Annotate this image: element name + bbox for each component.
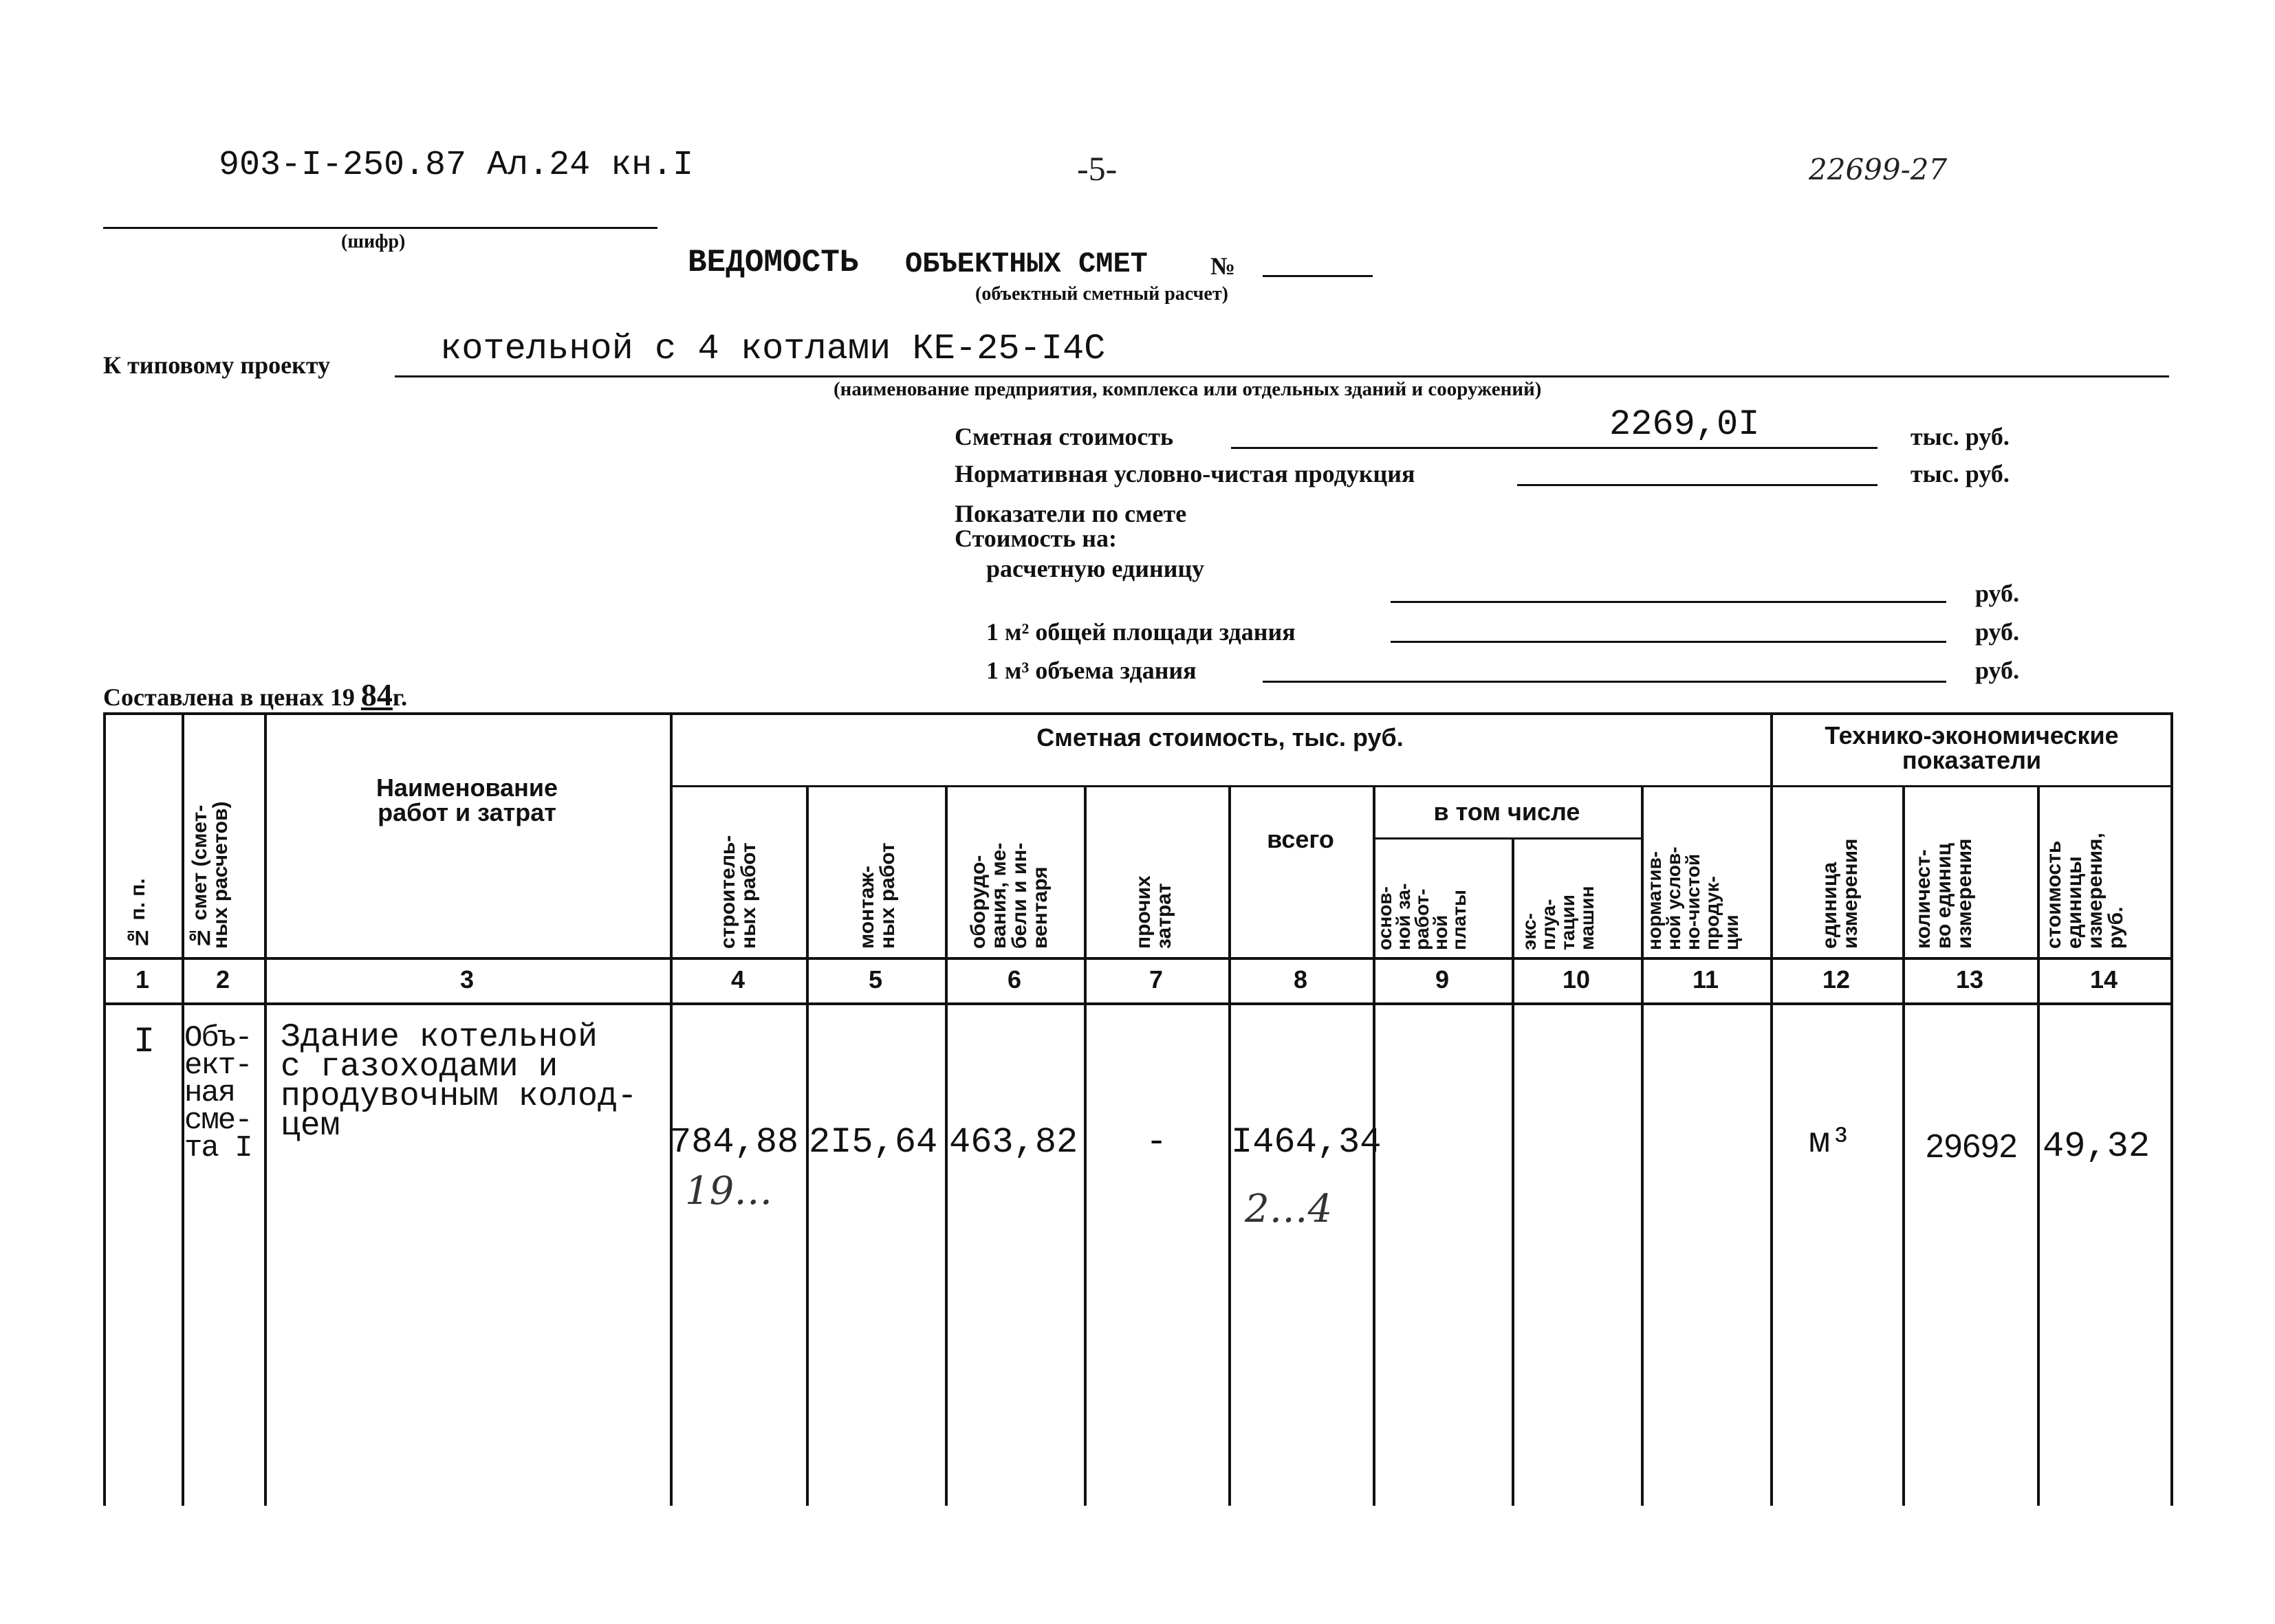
col-header-7: прочих затрат <box>1132 875 1175 949</box>
col-border-12 <box>1902 785 1905 1506</box>
col-border-13 <box>2037 785 2040 1506</box>
col-header-14: стоимость единицы измерения, руб. <box>2043 833 2127 949</box>
row-total: I464,34 <box>1231 1122 1382 1163</box>
col-number-2: 2 <box>215 965 230 994</box>
project-caption: (наименование предприятия, комплекса или отдельных зданий и сооружений) <box>834 378 1542 400</box>
in-which-header: в том числе <box>1433 798 1580 826</box>
row-unit: м³ <box>1809 1122 1852 1163</box>
estimate-cost-value: 2269,0I <box>1609 404 1760 445</box>
col-number-11: 11 <box>1692 965 1719 994</box>
prices-label <box>103 677 407 713</box>
col-header-12: единица измерения <box>1818 838 1862 949</box>
col-border-0 <box>103 712 106 1506</box>
col-number-3: 3 <box>459 965 475 994</box>
project-underline <box>395 375 2169 377</box>
col-number-14: 14 <box>2089 965 2118 994</box>
per-m3-unit: руб. <box>1975 657 2020 684</box>
project-label: К типовому проекту <box>103 351 331 379</box>
normative-line <box>1517 484 1877 486</box>
estimate-cost-label: Сметная стоимость <box>955 423 1174 450</box>
normative-unit: тыс. руб. <box>1911 460 2010 487</box>
cipher-label: (шифр) <box>341 231 406 252</box>
project-value: котельной с 4 котлами КЕ-25-I4C <box>440 329 1106 369</box>
col-header-1: № п. п. <box>127 878 149 949</box>
col-number-6: 6 <box>1007 965 1022 994</box>
prices-suffix: г. <box>392 683 408 711</box>
doc-code: 903-I-250.87 Ал.24 кн.I <box>219 146 694 185</box>
per-unit-unit: руб. <box>1975 580 2020 607</box>
row-unit-cost: 49,32 <box>2043 1126 2151 1167</box>
row-equipment: 463,82 <box>949 1122 1078 1163</box>
title-number-line <box>1263 275 1373 277</box>
header-bottom-border <box>103 957 2173 960</box>
col-number-13: 13 <box>1955 965 1984 994</box>
row-name: Здание котельной с газоходами и продувочным колод- цем <box>281 1019 638 1145</box>
col-header-10: экс- плуа- тации машин <box>1519 886 1598 950</box>
col-header-13: количест- во единиц измерения <box>1912 838 1976 949</box>
row-other: - <box>1146 1122 1168 1163</box>
row-quantity: 29692 <box>1926 1128 2018 1165</box>
col-header-6: оборудо- вания, ме- бели и ин- вентаря <box>967 842 1052 949</box>
group-header-divider <box>670 785 2173 787</box>
prices-prefix: Составлена в ценах 19 <box>103 683 355 711</box>
prices-year: 84 <box>360 677 393 712</box>
title-subtitle: (объектный сметный расчет) <box>975 283 1228 305</box>
cipher-underline <box>103 227 657 229</box>
col-number-8: 8 <box>1293 965 1308 994</box>
table-top-border <box>103 712 2173 715</box>
row-construction: 784,88 <box>670 1122 799 1163</box>
col-border-5 <box>945 785 948 1506</box>
estimate-cost-unit: тыс. руб. <box>1911 423 2010 450</box>
subgroup-divider <box>1373 837 1641 840</box>
col-number-5: 5 <box>868 965 883 994</box>
cost-on-label: Стоимость на: <box>955 525 1117 552</box>
inventory-number: 22699-27 <box>1809 153 1948 186</box>
col-header-4: строитель- ных работ <box>717 835 760 949</box>
col-border-11 <box>1770 712 1773 1506</box>
row-installation: 2I5,64 <box>809 1122 938 1163</box>
indicators-label: Показатели по смете <box>955 500 1187 527</box>
per-m2-label: 1 м² общей площади здания <box>986 618 1296 646</box>
col-border-3 <box>670 712 673 1506</box>
col-header-3: Наименование работ и затрат <box>375 773 558 826</box>
group-tech-header: Технико-экономические показатели <box>1825 721 2119 774</box>
col-number-1: 1 <box>135 965 150 994</box>
col-border-2 <box>264 712 267 1506</box>
group-estimate-header: Сметная стоимость, тыс. руб. <box>1036 723 1404 751</box>
col-border-9 <box>1512 837 1514 1506</box>
per-unit-label: расчетную единицу <box>986 555 1205 582</box>
per-m3-label: 1 м³ объема здания <box>986 657 1197 684</box>
col-border-6 <box>1084 785 1087 1506</box>
col-number-10: 10 <box>1562 965 1591 994</box>
col-header-11: норматив- ной услов- но-чистой продук- ции <box>1644 846 1742 950</box>
row-estimate-no: Объ- ект- ная сме- та I <box>184 1021 252 1165</box>
number-row-bottom-border <box>103 1002 2173 1005</box>
handwritten-total: 2…4 <box>1245 1187 1333 1231</box>
col-number-12: 12 <box>1822 965 1851 994</box>
col-number-4: 4 <box>730 965 745 994</box>
col-header-8: всего <box>1267 825 1334 853</box>
estimate-cost-line <box>1231 447 1877 449</box>
row-number: I <box>133 1022 155 1062</box>
title-main2: ОБЪЕКТНЫХ СМЕТ <box>905 248 1148 281</box>
title-main: ВЕДОМОСТЬ <box>688 245 859 281</box>
per-m3-line <box>1263 681 1946 683</box>
page-number: -5- <box>1077 149 1118 188</box>
per-m2-unit: руб. <box>1975 618 2020 646</box>
col-number-7: 7 <box>1149 965 1164 994</box>
per-unit-line <box>1391 601 1946 603</box>
title-number-sign: № <box>1210 252 1236 280</box>
col-header-2: № смет (смет- ных расчетов) <box>188 801 232 949</box>
col-header-5: монтаж- ных работ <box>856 842 899 949</box>
per-m2-line <box>1391 641 1946 643</box>
col-border-14 <box>2170 712 2173 1506</box>
handwritten-construction: 19… <box>685 1169 773 1214</box>
col-header-9: основ- ной за- работ- ной платы <box>1374 883 1470 950</box>
col-number-9: 9 <box>1435 965 1450 994</box>
normative-label: Нормативная условно-чистая продукция <box>955 460 1415 487</box>
